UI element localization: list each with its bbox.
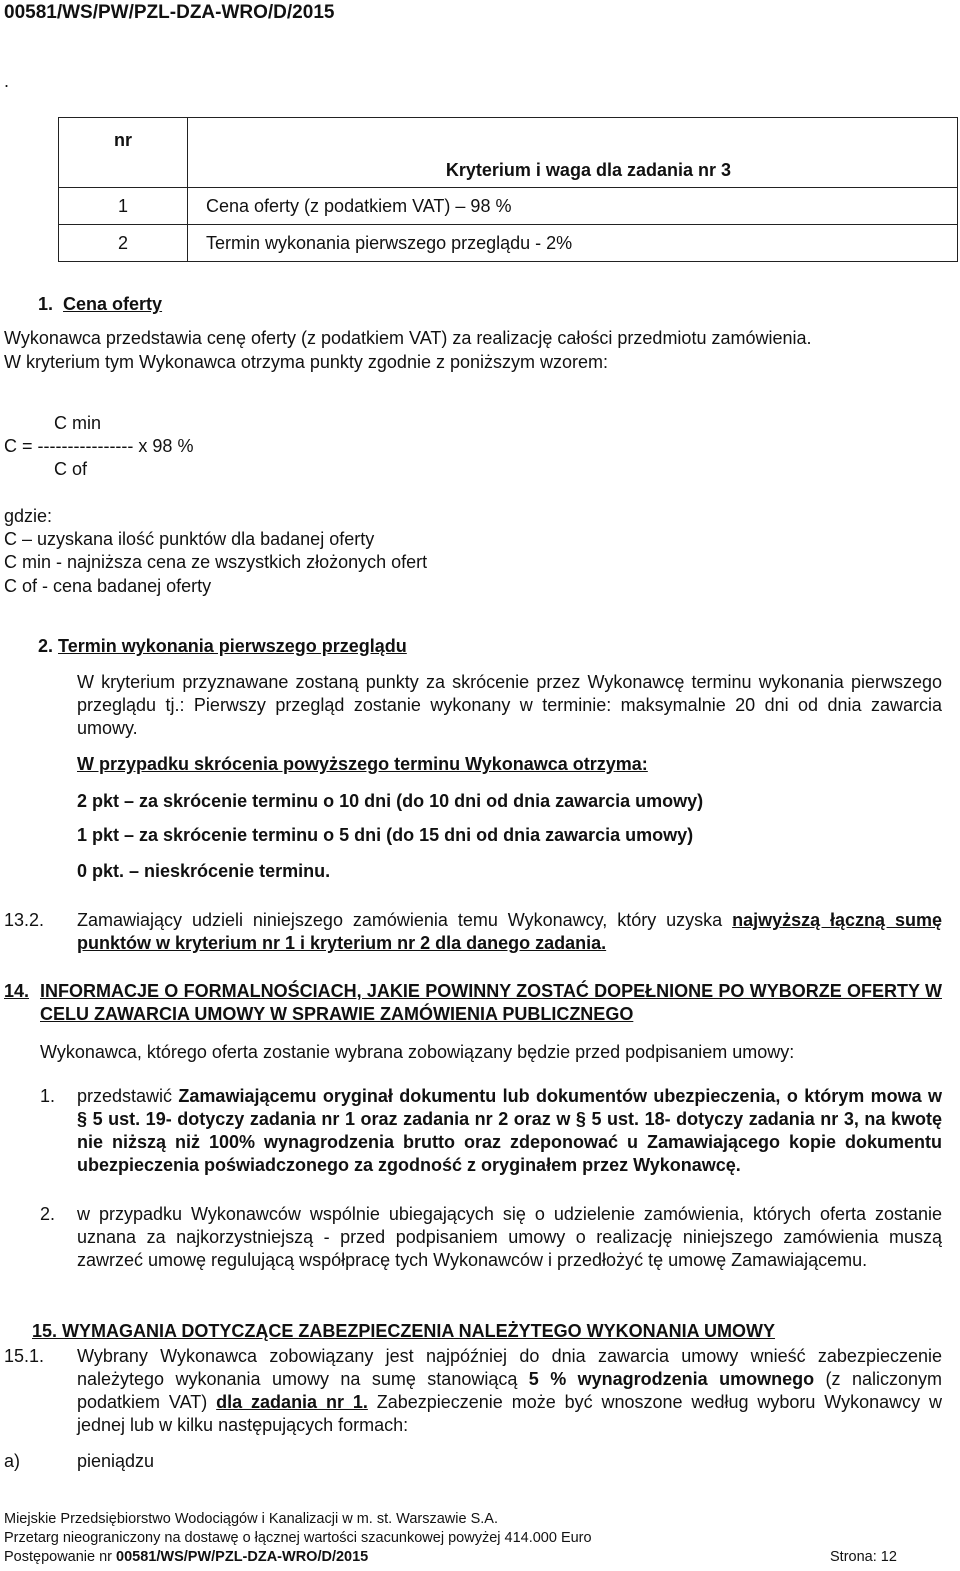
criteria-row-nr: 2	[59, 225, 188, 262]
section1-para1: Wykonawca przedstawia cenę oferty (z podatkiem VAT) za realizację całości przedmiotu zamówienia.	[4, 328, 812, 348]
s15-a-text: pieniądzu	[77, 1451, 155, 1471]
definitions-label: gdzie:	[4, 506, 53, 526]
section2-para: W kryterium przyznawane zostaną punkty za skrócenie przez Wykonawcę terminu wykonania pierwszego przeglądu tj.: Pierwszy przegląd zostanie wykonany w terminie: maksymalnie 20 dni od dnia zawarcia umowy.	[77, 672, 942, 738]
s15-1-text	[77, 1345, 942, 1437]
criteria-table	[58, 117, 958, 262]
section1-para2: W kryterium tym Wykonawca otrzyma punkty zgodnie z poniższym wzorem:	[4, 352, 609, 372]
list-item	[40, 1203, 942, 1272]
s15-1-text-e: Zabezpieczenie może być wnoszone według wyboru Wykonawcy w jednej lub w kilku następujących formach:	[77, 1392, 943, 1435]
s15-1-text-b: 5 % wynagrodzenia umownego	[528, 1369, 815, 1389]
footer-proceeding-label: Postępowanie nr	[4, 1549, 117, 1565]
criteria-row-text: Termin wykonania pierwszego przeglądu - 2%	[188, 225, 958, 262]
s13-2-text-b: najwyższą łączną sumę punktów w kryterium nr 1 i kryterium nr 2 dla danego zadania.	[77, 910, 943, 953]
document-code-header: 00581/WS/PW/PZL-DZA-WRO/D/2015	[4, 2, 335, 23]
points-item-2: 2 pkt – za skrócenie terminu o 10 dni (do 10 dni od dnia zawarcia umowy)	[77, 791, 704, 811]
definition-c-of: C of - cena badanej oferty	[4, 576, 212, 596]
definition-c: C – uzyskana ilość punktów dla badanej oferty	[4, 529, 375, 549]
s15-heading: 15. WYMAGANIA DOTYCZĄCE ZABEZPIECZENIA NALEŻYTEGO WYKONANIA UMOWY	[32, 1321, 776, 1341]
formula-numerator: C min	[54, 413, 102, 433]
criteria-row-nr: 1	[59, 188, 188, 225]
footer-proceeding-code: 00581/WS/PW/PZL-DZA-WRO/D/2015	[116, 1549, 369, 1565]
criteria-row-text: Cena oferty (z podatkiem VAT) – 98 %	[188, 188, 958, 225]
table-row	[59, 225, 958, 262]
s15-a-label: a)	[4, 1451, 21, 1471]
s14-heading: INFORMACJE O FORMALNOŚCIACH, JAKIE POWINNY ZOSTAĆ DOPEŁNIONE PO WYBORZE OFERTY W CELU ZAWARCIA UMOWY W SPRAWIE ZAMÓWIENIA PUBLICZNEGO	[40, 981, 942, 1024]
s14-num	[4, 980, 29, 1003]
s14-item1-text-b: Zamawiającemu oryginał dokumentu lub dokumentów ubezpieczenia, o którym mowa w § 5 ust. 19- dotyczy zadania nr 1 oraz zadania nr 2 oraz w § 5 ust. 18- dotyczy zadania nr 3, na kwotę nie niższą niż 100% wynagrodzenia brutto oraz zdeponować u Zamawiającego kopie dokumentu ubezpieczenia poświadczonego za zgodność z oryginałem przez Wykonawcę.	[77, 1086, 942, 1175]
s13-2-text	[77, 909, 942, 955]
section2-heading-text: Termin wykonania pierwszego przeglądu	[58, 636, 407, 656]
footer-proceeding	[4, 1548, 368, 1566]
footer-page-number: Strona: 12	[830, 1549, 897, 1565]
s13-2-text-a: Zamawiający udzieli niniejszego zamówienia temu Wykonawcy, który uzyska	[77, 910, 733, 930]
s15-1-text-a: Wybrany Wykonawca zobowiązany jest najpóźniej do dnia zawarcia umowy wnieść zabezpieczenie należytego wykonania umowy na sumę stanowiącą	[77, 1346, 942, 1389]
table-row	[59, 188, 958, 225]
s14-num-text: 14.	[4, 981, 30, 1001]
section2-subheading: W przypadku skrócenia powyższego terminu Wykonawca otrzyma:	[77, 754, 648, 774]
s14-item1-text-a: przedstawić	[77, 1086, 179, 1106]
s15-1-text-d: dla zadania nr 1.	[216, 1392, 368, 1412]
s14-item2-text: w przypadku Wykonawców wspólnie ubiegających się o udzielenie zamówienia, których oferta zostanie uznana za najkorzystniejszą - przed podpisaniem umowy o realizację niniejszego zamówienia muszą zawrzeć umowę regulującą współpracę tych Wykonawców i przedłożyć tę umowę Zamawiającemu.	[77, 1204, 942, 1270]
formula-main: C = ---------------- x 98 %	[4, 436, 194, 456]
section1-heading-text: Cena oferty	[63, 294, 163, 314]
criteria-col-nr: nr	[59, 118, 188, 188]
points-item-0: 0 pkt. – nieskrócenie terminu.	[77, 861, 331, 881]
s14-item2-num: 2.	[40, 1204, 56, 1224]
s13-2-num: 13.2.	[4, 910, 45, 930]
s14-item1-text	[77, 1085, 942, 1177]
formula-denominator: C of	[54, 459, 88, 479]
definition-c-min: C min - najniższa cena ze wszystkich złożonych ofert	[4, 552, 428, 572]
stray-dot: .	[4, 71, 10, 91]
s14-item1-num: 1.	[40, 1086, 56, 1106]
footer-tender: Przetarg nieograniczony na dostawę o łącznej wartości szacunkowej powyżej 414.000 Euro	[4, 1530, 592, 1546]
list-item	[40, 1085, 942, 1177]
section1-heading-num: 1.	[38, 294, 54, 314]
s14-intro: Wykonawca, którego oferta zostanie wybrana zobowiązany będzie przed podpisaniem umowy:	[40, 1042, 795, 1062]
criteria-table-header-row	[59, 118, 958, 188]
s15-1-num: 15.1.	[4, 1346, 45, 1366]
section2-heading	[38, 635, 407, 658]
criteria-title: Kryterium i waga dla zadania nr 3	[188, 118, 958, 188]
section1-heading	[38, 293, 162, 316]
points-item-1: 1 pkt – za skrócenie terminu o 5 dni (do 15 dni od dnia zawarcia umowy)	[77, 825, 694, 845]
s15-1-text-c: (z naliczonym podatkiem VAT)	[77, 1369, 943, 1412]
footer-company: Miejskie Przedsiębiorstwo Wodociągów i Kanalizacji w m. st. Warszawie S.A.	[4, 1511, 498, 1527]
section2-heading-num: 2.	[38, 636, 54, 656]
